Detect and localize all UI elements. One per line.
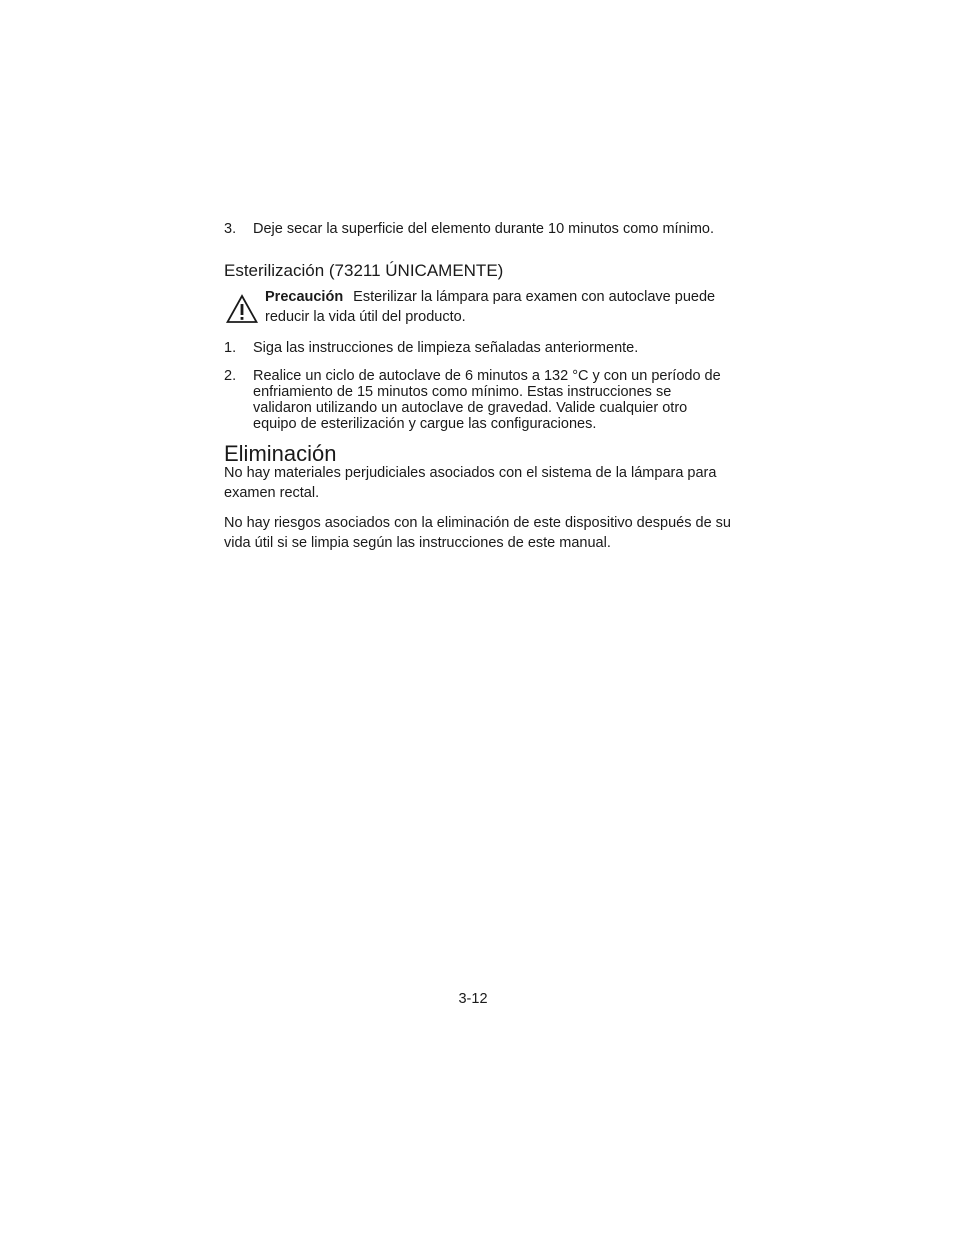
step-text: Realice un ciclo de autoclave de 6 minutos a 132 °C y con un período de enfriamiento de 15 minutos como mínimo. Estas instrucciones se validaron utilizando un autoclave de gravedad. Valide cualquier otro equipo de esterilización y cargue las configuraciones.: [253, 368, 721, 432]
step-text: Deje secar la superficie del elemento durante 10 minutos como mínimo.: [253, 221, 715, 237]
list-item-step-3: [224, 221, 734, 237]
caution-note: [224, 288, 734, 328]
warning-triangle-icon: [226, 294, 258, 324]
list-item-step-1: [224, 340, 734, 356]
caution-label: Precaución: [265, 289, 344, 305]
step-number: 3.: [224, 221, 237, 237]
disposal-paragraph-2: No hay riesgos asociados con la eliminación de este dispositivo después de su vida útil si se limpia según las instrucciones de este manual.: [224, 515, 731, 551]
sterilization-heading: Esterilización (73211 ÚNICAMENTE): [224, 261, 504, 280]
disposal-paragraph-1: No hay materiales perjudiciales asociados con el sistema de la lámpara para examen rectal.: [224, 465, 717, 501]
disposal-heading: Eliminación: [224, 441, 337, 466]
step-number: 1.: [224, 340, 237, 356]
list-item-step-2: [224, 368, 734, 432]
caution-text-block: [265, 288, 735, 327]
caution-text: Esterilizar la lámpara para examen con autoclave puede reducir la vida útil del producto.: [265, 289, 716, 325]
step-text: Siga las instrucciones de limpieza señaladas anteriormente.: [253, 340, 639, 356]
page-number: 3-12: [458, 991, 488, 1007]
step-number: 2.: [224, 368, 237, 384]
